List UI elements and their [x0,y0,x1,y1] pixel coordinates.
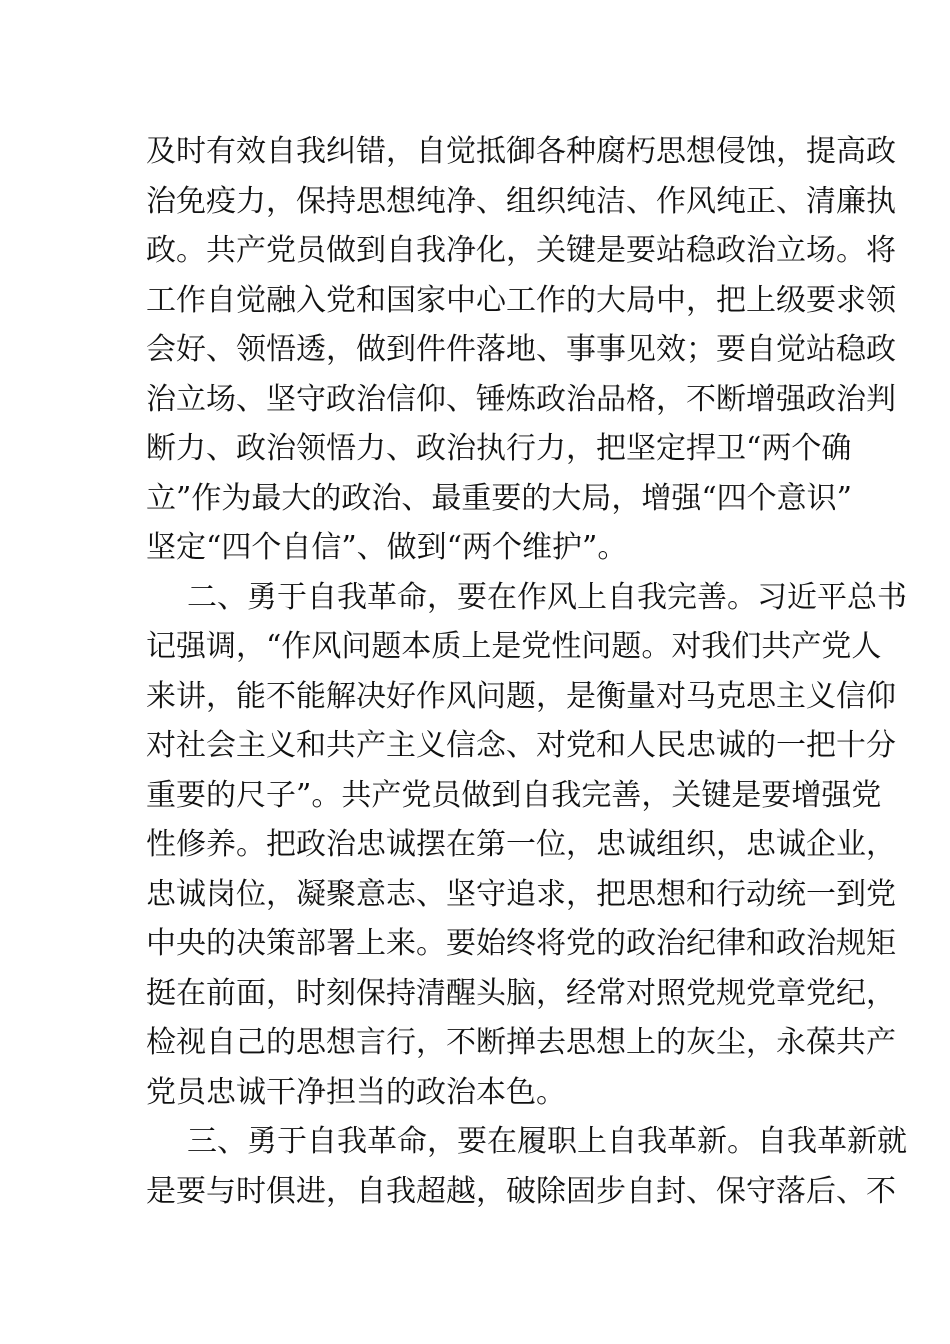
text-line: 是要与时俱进，自我超越，破除固步自封、保守落后、不 [146,1174,896,1209]
text-line: 及时有效自我纠错，自觉抵御各种腐朽思想侵蚀，提高政 [146,134,896,169]
text-line: 对社会主义和共产主义信念、对党和人民忠诚的一把十分 [146,728,896,763]
text-line: 工作自觉融入党和国家中心工作的大局中，把上级要求领 [146,283,896,318]
text-line: 治立场、坚守政治信仰、锤炼政治品格，不断增强政治判 [146,382,896,417]
text-line: 记强调，“作风问题本质上是党性问题。对我们共产党人 [146,629,882,664]
text-line: 治免疫力，保持思想纯净、组织纯洁、作风纯正、清廉执 [146,184,896,219]
text-line: 重要的尺子”。共产党员做到自我完善，关键是要增强党 [146,778,882,813]
text-line: 忠诚岗位，凝聚意志、坚守追求，把思想和行动统一到党 [146,877,896,912]
text-line: 检视自己的思想言行，不断掸去思想上的灰尘，永葆共产 [146,1025,896,1060]
paragraph-first-line: 三、勇于自我革命，要在履职上自我革新。自我革新就 [187,1124,907,1159]
text-line: 党员忠诚干净担当的政治本色。 [146,1075,566,1110]
text-line: 立”作为最大的政治、最重要的大局，增强“四个意识” [146,481,853,516]
text-line: 坚定“四个自信”、做到“两个维护”。 [146,530,628,565]
text-line: 会好、领悟透，做到件件落地、事事见效；要自觉站稳政 [146,332,896,367]
text-line: 政。共产党员做到自我净化，关键是要站稳政治立场。将 [146,233,896,268]
text-line: 断力、政治领悟力、政治执行力，把坚定捍卫“两个确 [146,431,852,466]
text-line: 中央的决策部署上来。要始终将党的政治纪律和政治规矩 [146,926,896,961]
text-line: 来讲，能不能解决好作风问题，是衡量对马克思主义信仰 [146,679,896,714]
text-line: 性修养。把政治忠诚摆在第一位，忠诚组织，忠诚企业， [146,827,896,862]
text-line: 挺在前面，时刻保持清醒头脑，经常对照党规党章党纪， [146,976,896,1011]
paragraph-first-line: 二、勇于自我革命，要在作风上自我完善。习近平总书 [187,580,907,615]
